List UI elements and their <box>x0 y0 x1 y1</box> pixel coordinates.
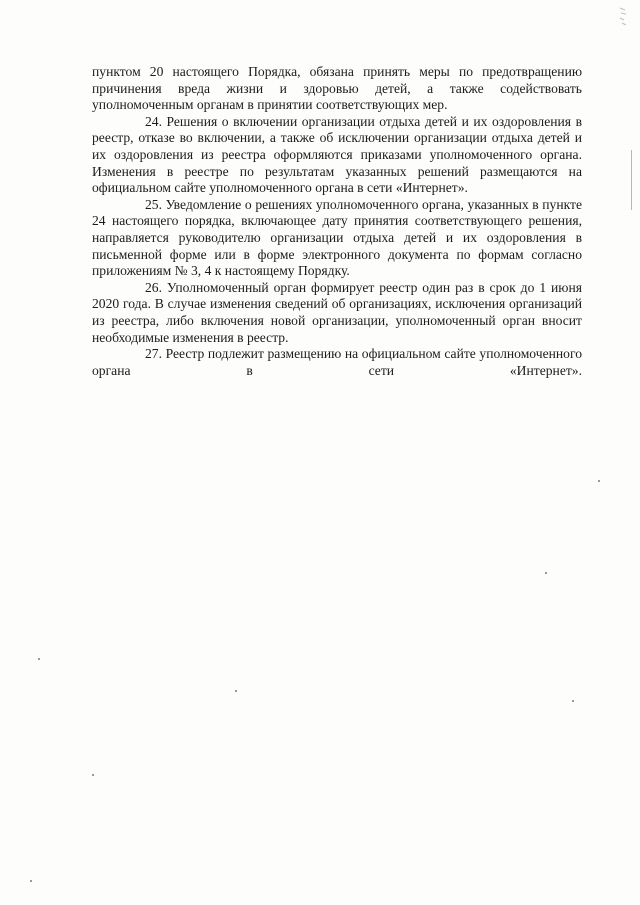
paragraph-continuation: пунктом 20 настоящего Порядка, обязана принять меры по предотвращению причинения вреда жизни и здоровью детей, а также содействовать уполномоченным органам в принятии соответствующих мер. <box>92 64 582 113</box>
scan-edge-mark <box>631 150 632 210</box>
paragraph-24: 24. Решения о включении организации отдыха детей и их оздоровления в реестр, отказе во включении, а также об исключении организации отдыха детей и их оздоровления из реестра оформляются приказами уполномоченного органа. Изменения в реестре по результатам указанных решений размещаются на официальном сайте уполномоченного органа в сети «Интернет». <box>92 113 582 196</box>
scan-speck <box>30 880 32 882</box>
paragraph-25: 25. Уведомление о решениях уполномоченного органа, указанных в пункте 24 настоящего порядка, включающее дату принятия соответствующего решения, направляется руководителю организации отдыха детей и их оздоровления в письменной форме или в форме электронного документа по формам согласно приложениям № 3, 4 к настоящему Порядку. <box>92 196 582 279</box>
scan-corner-mark-icon <box>618 6 628 28</box>
scan-speck <box>235 690 237 692</box>
paragraph-26: 26. Уполномоченный орган формирует реестр один раз в срок до 1 июня 2020 года. В случае изменения сведений об организациях, исключения организаций из реестра, либо включения новой организации, уполномоченный орган вносит необходимые изменения в реестр. <box>92 279 582 345</box>
scan-speck <box>598 480 600 482</box>
scan-speck <box>38 658 40 660</box>
paragraph-27: 27. Реестр подлежит размещению на официальном сайте уполномоченного органа в сети «Интернет». <box>92 346 582 378</box>
scan-speck <box>545 572 547 574</box>
scan-speck <box>92 774 94 776</box>
scan-speck <box>572 700 574 702</box>
document-body <box>92 64 582 379</box>
